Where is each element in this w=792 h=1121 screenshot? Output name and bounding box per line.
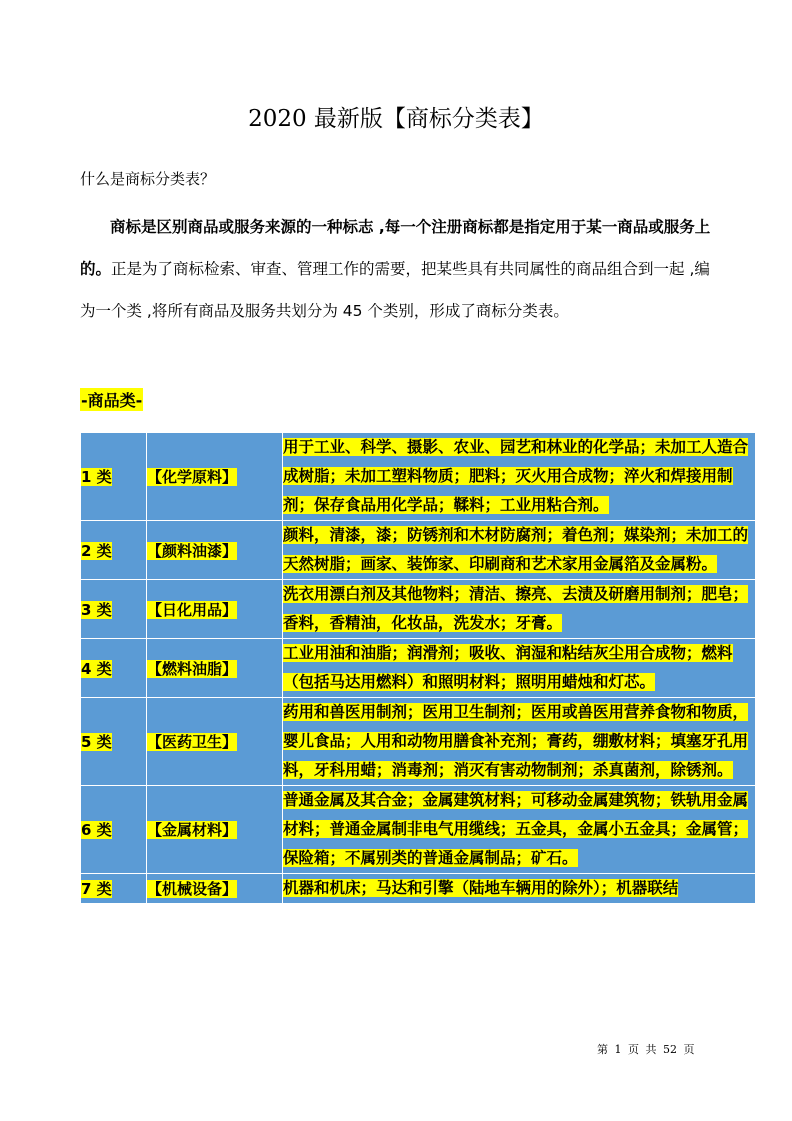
class-number: 7 类: [81, 880, 112, 898]
intro-paragraph: [80, 206, 720, 332]
class-category-cell: [147, 639, 283, 698]
classification-table-body: [81, 433, 756, 904]
intro-bold-text: 商标是区别商品或服务来源的一种标志 ,每一个注册商标都是指定用于某一商品或服务上的。: [80, 218, 711, 278]
table-row: [81, 874, 756, 904]
table-row: [81, 786, 756, 874]
class-category: 【颜料油漆】: [147, 541, 238, 560]
class-description: 工业用油和油脂；润滑剂；吸收、润湿和粘结灰尘用合成物；燃料（包括马达用燃料）和照明材料；照明用蜡烛和灯芯。: [283, 644, 733, 691]
class-number-cell: [81, 786, 147, 874]
class-number: 6 类: [81, 821, 112, 839]
class-category: 【燃料油脂】: [147, 659, 238, 678]
class-description: 普通金属及其合金；金属建筑材料；可移动金属建筑物；铁轨用金属材料；普通金属制非电气用缆线；五金具，金属小五金具；金属管；保险箱；不属别类的普通金属制品；矿石。: [283, 791, 749, 867]
class-category-cell: [147, 580, 283, 639]
class-description: 颜料，清漆，漆；防锈剂和木材防腐剂；着色剂；媒染剂；未加工的天然树脂；画家、装饰家、印刷商和艺术家用金属箔及金属粉。: [283, 526, 749, 573]
class-number-cell: [81, 874, 147, 904]
class-category-cell: [147, 874, 283, 904]
class-category: 【日化用品】: [147, 600, 238, 619]
class-description-cell: [283, 521, 756, 580]
class-description: 用于工业、科学、摄影、农业、园艺和林业的化学品；未加工人造合成树脂；未加工塑料物质；肥料；灭火用合成物；淬火和焊接用制剂；保存食品用化学品；鞣料；工业用粘合剂。: [283, 438, 749, 514]
class-number-cell: [81, 698, 147, 786]
class-description-cell: [283, 580, 756, 639]
table-row: [81, 580, 756, 639]
class-category-cell: [147, 521, 283, 580]
class-number-cell: [81, 580, 147, 639]
class-description-cell: [283, 874, 756, 904]
class-number-cell: [81, 639, 147, 698]
class-description: 洗衣用漂白剂及其他物料；清洁、擦亮、去渍及研磨用制剂；肥皂；香料，香精油，化妆品，洗发水；牙膏。: [283, 585, 749, 632]
section-label: -商品类-: [80, 388, 143, 411]
class-description-cell: [283, 786, 756, 874]
class-description: 机器和机床；马达和引擎（陆地车辆用的除外）；机器联结: [283, 879, 679, 897]
class-number-cell: [81, 433, 147, 521]
class-description: 药用和兽医用制剂；医用卫生制剂；医用或兽医用营养食物和物质，婴儿食品；人用和动物用膳食补充剂；膏药，绷敷材料；填塞牙孔用料，牙科用蜡；消毒剂；消灭有害动物制剂；杀真菌剂，除锈剂。: [283, 703, 749, 779]
page-footer: 第 1 页 共 52 页: [597, 1043, 695, 1056]
table-row: [81, 639, 756, 698]
class-description-cell: [283, 639, 756, 698]
class-description-cell: [283, 433, 756, 521]
class-category-cell: [147, 698, 283, 786]
class-category-cell: [147, 786, 283, 874]
class-category-cell: [147, 433, 283, 521]
table-row: [81, 433, 756, 521]
class-category: 【医药卫生】: [147, 733, 238, 751]
table-row: [81, 698, 756, 786]
class-category: 【化学原料】: [147, 468, 238, 486]
class-number-cell: [81, 521, 147, 580]
question-heading: 什么是商标分类表？: [80, 170, 216, 188]
intro-normal-text: 正是为了商标检索、审查、管理工作的需要，把某些具有共同属性的商品组合到一起 ,编为一个类 ,将所有商品及服务共划分为 45 个类别，形成了商标分类表。: [80, 260, 710, 320]
class-number: 2 类: [81, 541, 112, 560]
class-number: 3 类: [81, 600, 112, 619]
page-title: 2020 最新版【商标分类表】: [248, 106, 544, 132]
class-number: 5 类: [81, 733, 112, 751]
class-category: 【金属材料】: [147, 821, 238, 839]
classification-table: [80, 432, 756, 904]
table-row: [81, 521, 756, 580]
class-number: 1 类: [81, 468, 112, 486]
class-description-cell: [283, 698, 756, 786]
class-category: 【机械设备】: [147, 880, 238, 898]
class-number: 4 类: [81, 659, 112, 678]
